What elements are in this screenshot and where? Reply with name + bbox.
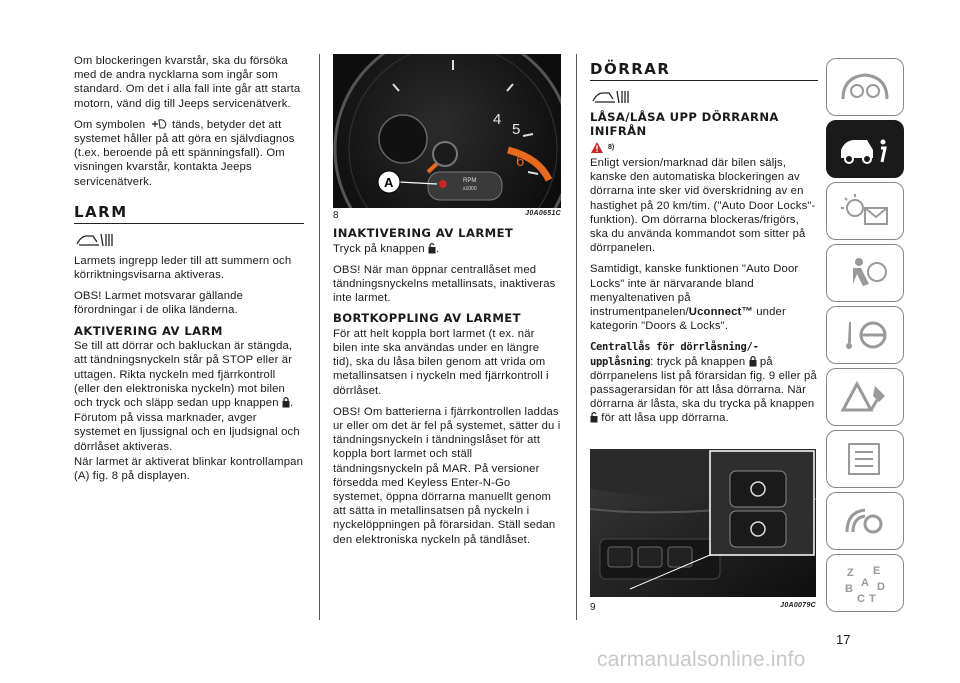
subheading-aktivering: AKTIVERING AV LARM (74, 323, 223, 338)
rpm-label: RPM (463, 178, 477, 184)
watermark-text: carmanualsonline.info (597, 648, 806, 671)
column-divider-2 (576, 54, 577, 620)
figure-9-caption (590, 602, 816, 613)
car-info-icon (837, 130, 893, 168)
unlock-icon (428, 242, 436, 254)
index-letter-z: Z (847, 567, 854, 579)
column-middle (333, 54, 561, 554)
tab-maintenance[interactable] (826, 430, 904, 488)
instrument-cluster-illustration (333, 54, 561, 208)
section-heading-larm: LARM (74, 203, 304, 224)
tab-safety[interactable] (826, 244, 904, 302)
index-letter-e: E (873, 565, 881, 577)
subheading-bortkoppling: BORTKOPPLING AV LARMET (333, 311, 521, 326)
lock-icon (282, 396, 290, 408)
lock-icon (749, 355, 757, 367)
index-letter-t: T (869, 593, 876, 604)
figure-9-image (590, 449, 816, 597)
tech-data-icon (839, 502, 891, 540)
key-hand-icon (149, 118, 169, 130)
car-dashboard-icon (839, 69, 891, 105)
section-heading-dorrar: DÖRRAR (590, 60, 818, 81)
tab-technical-data[interactable] (826, 492, 904, 550)
paragraph-dorrar-3: Centrallås för dörrlåsning/-upplåsning: tryck på knappen på dörrpanelens list på förarsidan fig. 9 eller på passagerarsidan för att låsa dörrarna. När dörrarna är låsta, ska du trycka på knappen för att låsa upp dörrarna. (590, 341, 817, 425)
index-letter-b: B (845, 583, 853, 595)
warning-ref-number: 8) (608, 144, 615, 151)
paragraph-intro: Om blockeringen kvarstår, ska du försöka med de andra nycklarna som ingår som standard. Om det i alla fall inte går att starta motorn, vänd dig till Jeeps servicenätverk. (74, 55, 301, 110)
paragraph-dorrar-1: Enligt version/marknad där bilen säljs, kanske den automatiska blockeringen av dörrarna inte sker vid överskridning av en hastighet på 20 km/tim. ("Auto Door Locks"-funktion). Om dörrarna blockeras/frigörs, ska du använda kommandot som sitter på dörrpanelen. (590, 157, 816, 255)
gauge-tick-5: 5 (512, 121, 521, 138)
figure-8-image (333, 54, 561, 208)
column-divider-1 (319, 54, 320, 620)
paragraph-dorrar-2: Samtidigt, kanske funktionen "Auto Door Locks" inte är närvarande bland menyaltenativen på instrumentpanelen/Uconnect™ under kategorin "Doors & Locks". (590, 263, 799, 333)
column-left (74, 54, 304, 490)
warning-reference (590, 141, 818, 154)
tab-lights-messages[interactable] (826, 182, 904, 240)
car-alarm-symbol-icon (75, 232, 115, 248)
tab-car-info[interactable] (826, 120, 904, 178)
maintenance-list-icon (839, 440, 891, 478)
figure-9-number: 9 (590, 602, 596, 613)
airbag-safety-icon (839, 254, 891, 292)
lights-message-icon (839, 192, 891, 230)
paragraph-symbol: Om symbolen tänds, betyder det att systemet håller på att göra en självdiagnos (t.ex. beroende på ett spänningsfall). Om visningen kvarstår, kontakta Jeeps servicenätverk. (74, 118, 295, 188)
paragraph-inaktivering-2: OBS! När man öppnar centrallåset med tändningsnyckelns metallinsats, inaktiveras inte larmet. (333, 263, 556, 305)
callout-a-label: A (384, 175, 394, 190)
alphabet-index-icon (839, 562, 891, 604)
subheading-lasa-inifran: LÅSA/LÅSA UPP DÖRRARNA INIFRÅN (590, 110, 779, 138)
tab-dashboard[interactable] (826, 58, 904, 116)
index-letter-c: C (857, 593, 865, 604)
paragraph-bortkoppling-2: OBS! Om batterierna i fjärrkontrollen laddas ur eller om det är fel på systemet, sätter du i tändningsnyckeln i tändningslåset för att koppla bort larmet och ställ tändningsnyckeln på MAR. På versioner försedda med Keyless Enter-N-Go systemet, öppna dörrarna manuellt genom att sätta in metallinsatsen på nyckeln i nyckelöppningen på förarsidan. Ställ sedan den elektroniska nyckeln på tändlåset. (333, 405, 561, 546)
door-panel-illustration (590, 449, 816, 597)
paragraph-aktivering-1: Se till att dörrar och bakluckan är stängda, att tändningsnyckeln står på STOP eller är uttagen. Rikta nyckeln med fjärrkontroll (eller den elektroniska nyckeln) mot bilen och tryck och släpp sedan upp knappen . (74, 340, 294, 409)
paragraph-aktivering-2: Förutom på vissa marknader, avger systemet en ljussignal och en ljudsignal och dörrlåset aktiveras. (74, 412, 300, 453)
gauge-tick-6: 6 (516, 153, 525, 170)
figure-8-code: J0A0651C (525, 210, 561, 217)
index-letter-a: A (861, 577, 869, 589)
unlock-icon (590, 411, 598, 423)
figure-9-code: J0A0079C (780, 602, 816, 609)
tab-starting-driving[interactable] (826, 306, 904, 364)
paragraph-bortkoppling-1: För att helt koppla bort larmet (t ex. när bilen inte ska användas under en längre tid), ska du låsa bilen genom att vrida om metallinsatsen i nyckeln med fjärrkontroll i dörrlåset. (333, 327, 549, 397)
paragraph-aktivering-3: När larmet är aktiverat blinkar kontrollampan (A) fig. 8 på displayen. (74, 455, 304, 482)
tab-emergencies[interactable] (826, 368, 904, 426)
subheading-inaktivering: INAKTIVERING AV LARMET (333, 226, 514, 240)
warning-triangle-icon (839, 378, 891, 416)
steering-starting-icon (839, 316, 891, 354)
tab-index[interactable] (826, 554, 904, 612)
figure-8-number: 8 (333, 210, 339, 221)
paragraph-inaktivering-1: Tryck på knappen . (333, 242, 440, 255)
figure-8-caption (333, 210, 561, 221)
rpm-sublabel: x1000 (463, 186, 477, 192)
car-door-symbol-icon (591, 89, 631, 105)
column-right (590, 54, 818, 433)
page-number: 17 (836, 632, 851, 647)
paragraph-larm-1: Larmets ingrepp leder till att summern och körriktningsvisarna aktiveras. (74, 254, 292, 282)
warning-triangle-icon (590, 141, 604, 154)
gauge-tick-4: 4 (493, 111, 502, 128)
paragraph-larm-2: OBS! Larmet motsvarar gällande förordningar i de olika länderna. (74, 290, 244, 317)
index-letter-d: D (877, 581, 885, 593)
